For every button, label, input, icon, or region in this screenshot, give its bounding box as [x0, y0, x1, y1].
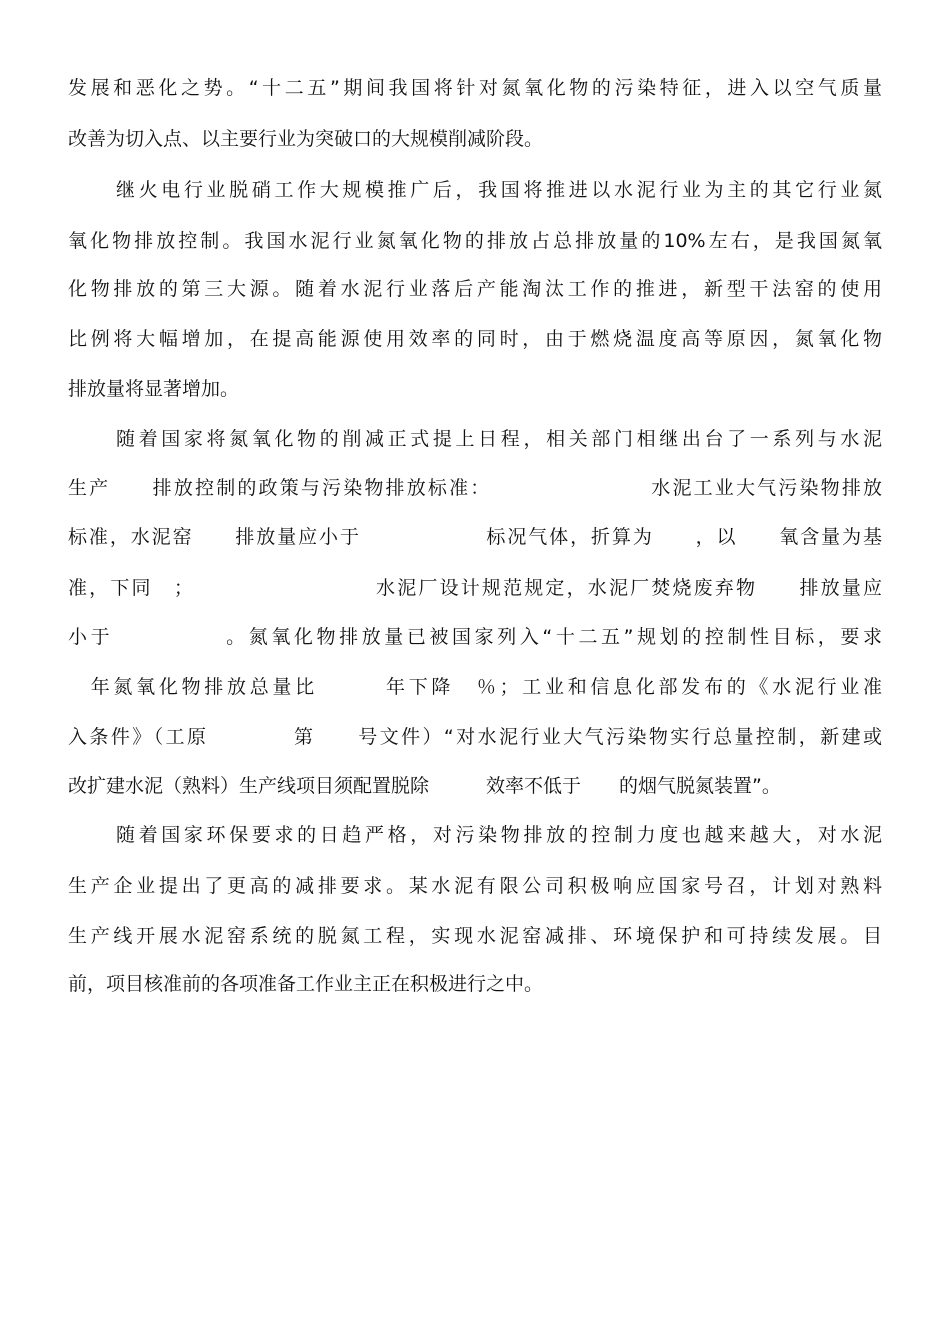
- paragraph-2-line-4: 比例将大幅增加，在提高能源使用效率的同时，由于燃烧温度高等原因，氮氧化物: [68, 328, 882, 350]
- paragraph-3-line-2: 生产 排放控制的政策与污染物排放标准： 水泥工业大气污染物排放: [68, 477, 882, 499]
- paragraph-3-line-6: 年氮氧化物排放总量比 年下降 ％；工业和信息化部发布的《水泥行业准: [68, 676, 882, 698]
- paragraph-3-line-1: 随着国家将氮氧化物的削减正式提上日程，相关部门相继出台了一系列与水泥: [116, 428, 882, 450]
- paragraph-3-line-7: 入条件》（工原 第 号文件）“对水泥行业大气污染物实行总量控制，新建或: [68, 726, 882, 748]
- paragraph-2-line-1: 继火电行业脱硝工作大规模推广后，我国将推进以水泥行业为主的其它行业氮: [116, 179, 882, 201]
- paragraph-3-line-3: 标准，水泥窑 排放量应小于 标况气体，折算为 ，以 氧含量为基: [68, 526, 882, 548]
- paragraph-2-line-3: 化物排放的第三大源。随着水泥行业落后产能淘汰工作的推进，新型干法窑的使用: [68, 278, 882, 300]
- paragraph-3-line-4: 准，下同 ； 水泥厂设计规范规定，水泥厂焚烧废弃物 排放量应: [68, 577, 882, 599]
- paragraph-4-line-1: 随着国家环保要求的日趋严格，对污染物排放的控制力度也越来越大，对水泥: [116, 824, 882, 846]
- paragraph-4-line-4: 前，项目核准前的各项准备工作业主正在积极进行之中。: [68, 973, 544, 995]
- paragraph-4-line-2: 生产企业提出了更高的减排要求。某水泥有限公司积极响应国家号召，计划对熟料: [68, 875, 882, 897]
- paragraph-2-line-2: 氧化物排放控制。我国水泥行业氮氧化物的排放占总排放量的10%左右，是我国氮氧: [68, 230, 882, 252]
- paragraph-3-line-5: 小于 。氮氧化物排放量已被国家列入“十二五”规划的控制性目标，要求: [68, 626, 882, 648]
- paragraph-4-line-3: 生产线开展水泥窑系统的脱氮工程，实现水泥窑减排、环境保护和可持续发展。目: [68, 925, 882, 947]
- paragraph-3-line-8: 改扩建水泥（熟料）生产线项目须配置脱除 效率不低于 的烟气脱氮装置”。: [68, 775, 781, 797]
- paragraph-1-line-1: 发展和恶化之势。“十二五”期间我国将针对氮氧化物的污染特征，进入以空气质量: [68, 77, 882, 99]
- paragraph-1-line-2: 改善为切入点、以主要行业为突破口的大规模削减阶段。: [68, 128, 544, 150]
- paragraph-2-line-5: 排放量将显著增加。: [68, 378, 240, 400]
